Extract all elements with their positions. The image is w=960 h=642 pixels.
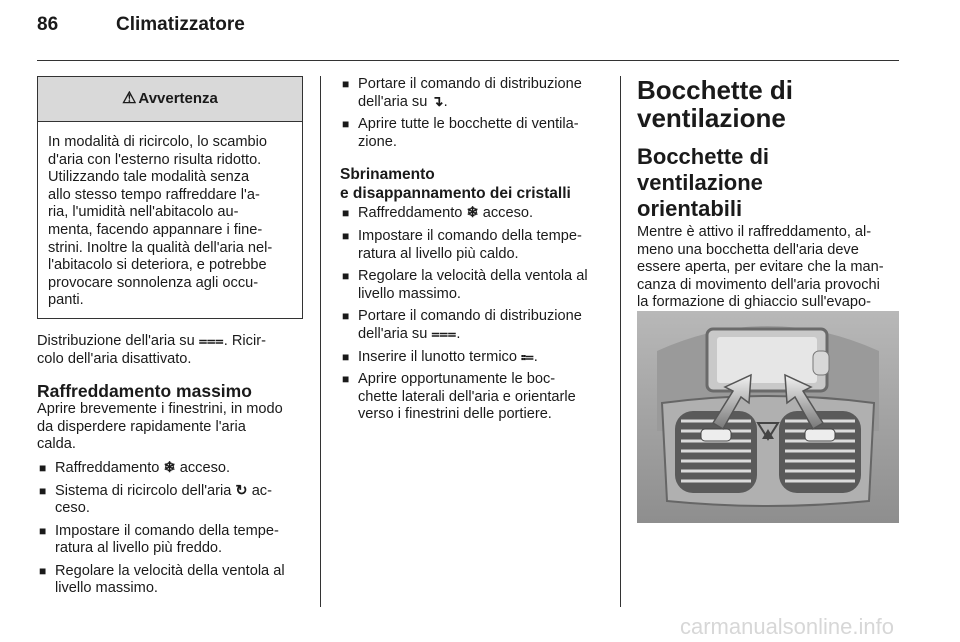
text-line: Mentre è attivo il raffreddamento, al- <box>637 224 872 240</box>
column-divider-2 <box>620 76 621 607</box>
list-item <box>37 563 303 598</box>
text-span: ceso. <box>55 500 90 517</box>
snowflake-icon: ❄ <box>466 205 479 222</box>
warning-heading: Avvertenza <box>138 90 218 108</box>
column-1 <box>37 76 303 603</box>
text-span: livello massimo. <box>55 580 158 597</box>
text-span: chette laterali dell'aria e orientarle <box>358 388 576 405</box>
windshield-vent-icon: ⩶ <box>431 325 457 342</box>
warning-line: l'abitacolo si deteriora, e potrebbe <box>48 257 267 274</box>
list-item <box>37 483 303 518</box>
max-cooling-body <box>37 401 303 454</box>
list-item <box>340 268 605 303</box>
text-span: Portare il comando di distribuzione <box>358 76 582 92</box>
page-number: 86 <box>37 14 59 35</box>
text-span: ratura al livello più caldo. <box>358 245 519 262</box>
warning-line: d'aria con l'esterno risulta ridotto. <box>48 151 262 168</box>
text-line: canza di movimento dell'aria provochi <box>637 276 880 293</box>
list-item <box>340 308 605 343</box>
feet-vent-icon: ↴ <box>431 93 444 110</box>
warning-line: allo stesso tempo raffreddare l'a- <box>48 186 260 203</box>
text-span: zione. <box>358 133 397 150</box>
text-line: calda. <box>37 436 76 453</box>
list-item <box>340 76 605 111</box>
text-line: meno una bocchetta dell'aria deve <box>637 241 859 258</box>
text-span: Aprire opportunamente le boc- <box>358 371 556 388</box>
intro-paragraph <box>37 333 303 368</box>
warning-triangle-icon: ⚠ <box>122 90 137 108</box>
rear-window-heater-icon: ⩴ <box>521 348 534 365</box>
warning-header <box>38 77 302 122</box>
title-line: orientabili <box>637 196 743 221</box>
windshield-feet-icon: ⩶ <box>198 332 224 349</box>
list-item <box>340 228 605 263</box>
list-item <box>37 523 303 558</box>
air-vents-illustration <box>637 311 899 523</box>
text-line: la formazione di ghiaccio sull'evapo- <box>637 294 871 311</box>
text-span: . Ricir- <box>223 332 266 349</box>
warning-line: provocare sonnolenza agli occu- <box>48 274 259 291</box>
text-line: essere aperta, per evitare che la man- <box>637 259 884 276</box>
warning-line: In modalità di ricircolo, lo scambio <box>48 134 267 150</box>
warning-line: menta, facendo appannare i fine- <box>48 221 263 238</box>
text-span: Raffreddamento <box>358 205 467 222</box>
warning-box <box>37 76 303 319</box>
list-item <box>340 116 605 151</box>
title-line: Bocchette di <box>637 75 794 105</box>
watermark: carmanualsonline.info <box>679 614 894 639</box>
text-span: Impostare il comando della tempe- <box>55 522 279 539</box>
text-span: ratura al livello più freddo. <box>55 540 223 557</box>
section-heading-max-cooling: Raffreddamento massimo <box>37 381 252 402</box>
warning-line: strini. Inoltre la qualità dell'aria nel- <box>48 239 273 256</box>
text-span: Sistema di ricircolo dell'aria <box>55 482 236 499</box>
text-span: Aprire tutte le bocchette di ventila- <box>358 116 579 133</box>
snowflake-icon: ❄ <box>163 459 176 476</box>
text-span: Regolare la velocità della ventola al <box>55 562 285 579</box>
text-span: ac- <box>247 482 272 499</box>
text-span: Inserire il lunotto termico <box>358 348 522 365</box>
page-header <box>37 14 245 36</box>
text-line: Aprire brevemente i finestrini, in modo <box>37 401 283 418</box>
text-span: dell'aria su <box>358 325 432 342</box>
header-rule <box>37 60 899 61</box>
text-span: livello massimo. <box>358 285 461 302</box>
text-span: dell'aria su <box>358 93 432 110</box>
section-heading-defrost <box>340 165 605 203</box>
heading-line: Sbrinamento <box>340 166 435 184</box>
text-span: verso i finestrini delle portiere. <box>358 406 552 423</box>
text-span: Distribuzione dell'aria su <box>37 332 199 349</box>
text-span: . <box>443 93 448 110</box>
recirculation-icon: ↻ <box>235 482 248 499</box>
text-span: Portare il comando di distribuzione <box>358 308 582 325</box>
column-divider-1 <box>320 76 321 607</box>
text-span: Impostare il comando della tempe- <box>358 227 582 244</box>
defrost-list <box>340 205 605 424</box>
column-3 <box>637 76 901 330</box>
list-item <box>340 371 605 424</box>
text-line: colo dell'aria disattivato. <box>37 350 192 367</box>
title-line: Bocchette di ventilazione <box>637 144 770 195</box>
distribution-list <box>340 76 605 151</box>
text-span: Raffreddamento <box>55 459 164 476</box>
text-span: acceso. <box>175 459 231 476</box>
page-title: Climatizzatore <box>116 14 245 35</box>
title-line: ventilazione <box>637 103 786 133</box>
text-span: Regolare la velocità della ventola al <box>358 268 588 285</box>
warning-body <box>38 122 302 318</box>
heading-line: e disappannamento dei cristalli <box>340 185 571 203</box>
list-item <box>37 460 303 478</box>
text-span: acceso. <box>478 205 534 222</box>
warning-line: panti. <box>48 292 84 309</box>
text-span: . <box>456 325 461 342</box>
warning-line: Utilizzando tale modalità senza <box>48 169 250 186</box>
max-cooling-list <box>37 460 303 598</box>
column-2 <box>340 76 605 429</box>
text-span: . <box>533 348 538 365</box>
warning-line: ria, l'umidità nell'abitacolo au- <box>48 204 239 221</box>
section-title-vents <box>637 76 901 132</box>
text-line: da disperdere rapidamente l'aria <box>37 418 246 435</box>
list-item <box>340 349 605 367</box>
list-item <box>340 205 605 223</box>
subsection-title-adjustable-vents <box>637 144 901 222</box>
